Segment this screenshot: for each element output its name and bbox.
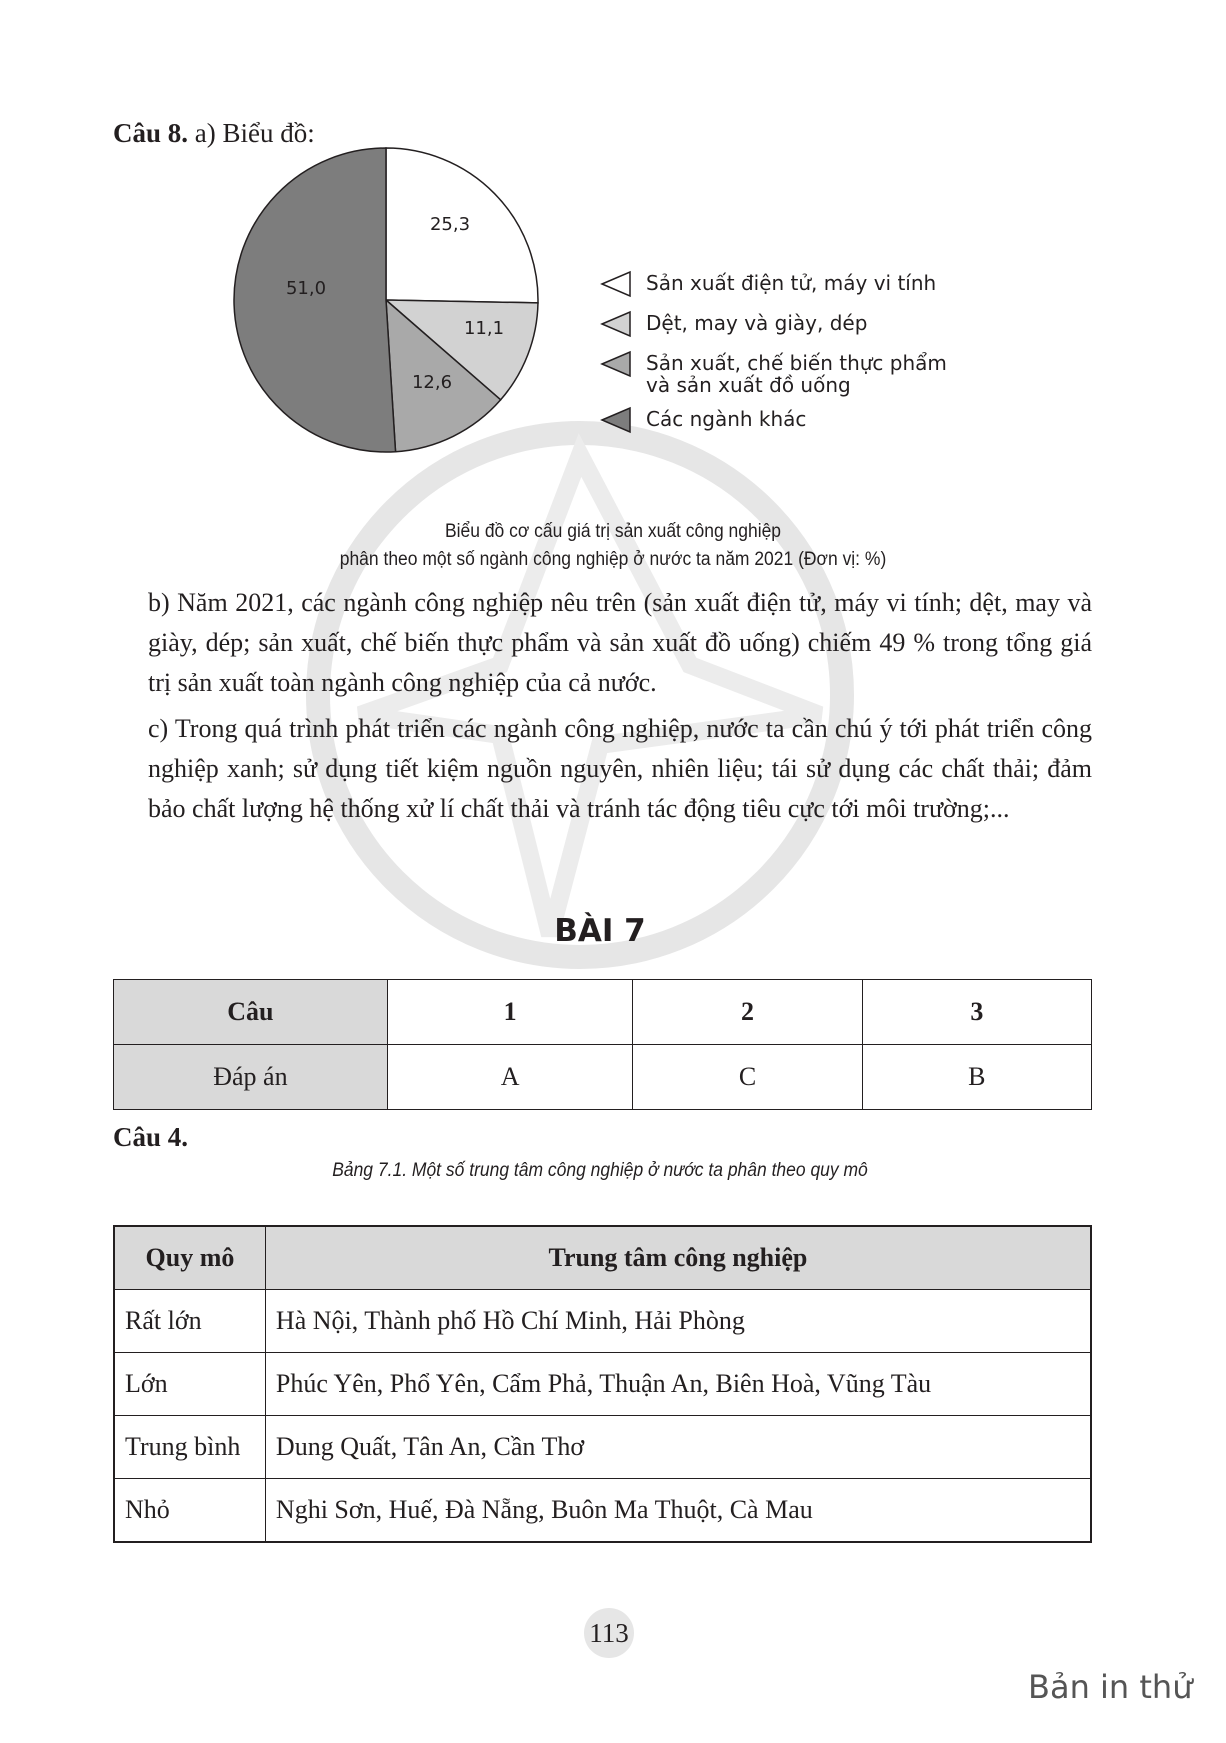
question-4-label: Câu 4. [113, 1122, 189, 1152]
answer-cell: C [633, 1045, 862, 1110]
question-number: 3 [862, 980, 1091, 1045]
legend-swatch-dark-grey [600, 406, 634, 434]
legend-label-food-line1: Sản xuất, chế biến thực phẩm [646, 351, 947, 375]
row-header-question: Câu [114, 980, 388, 1045]
answer-table [113, 979, 1092, 1110]
legend-item-others [600, 408, 947, 430]
question-number: 2 [633, 980, 862, 1045]
centers-cell: Dung Quất, Tân An, Cần Thơ [265, 1416, 1091, 1479]
table-row [114, 1045, 1092, 1110]
draft-label: Bản in thử [1028, 1668, 1193, 1706]
legend-item-electronics [600, 272, 947, 294]
legend-swatch-shape [602, 408, 630, 432]
table-caption: Bảng 7.1. Một số trung tâm công nghiệp ở nước ta phân theo quy mô [332, 1160, 868, 1181]
question-8-part-c: c) Trong quá trình phát triển các ngành công nghiệp, nước ta cần chú ý tới phát triển công nghiệp xanh; sử dụng tiết kiệm nguồn nguyên, nhiên liệu; tái sử dụng các chất thải; đảm bảo chất lượng hệ thống xử lí chất thải và tránh tác động tiêu cực tới môi trường;... [148, 714, 1092, 823]
industrial-centers-table [113, 1225, 1092, 1543]
table-row [114, 1290, 1091, 1353]
question-number: 1 [387, 980, 633, 1045]
legend-swatch-light-grey [600, 310, 634, 338]
pie-slice-label: 25,3 [429, 214, 471, 235]
chart-title-line1: Biểu đồ cơ cấu giá trị sản xuất công nghiệp [444, 521, 782, 542]
pie-chart [250, 160, 650, 490]
centers-cell: Phúc Yên, Phổ Yên, Cẩm Phả, Thuận An, Biên Hoà, Vũng Tàu [265, 1353, 1091, 1416]
legend-item-food [600, 352, 947, 396]
question-8-part-b: b) Năm 2021, các ngành công nghiệp nêu trên (sản xuất điện tử, máy vi tính; dệt, may và giày, dép; sản xuất, chế biến thực phẩm và sản xuất đồ uống) chiếm 49 % trong tổng giá trị sản xuất toàn ngành công nghiệp của cả nước. [148, 588, 1092, 697]
legend-item-textile [600, 312, 947, 334]
scale-cell: Nhỏ [114, 1479, 265, 1543]
pie-slice-label: 11,1 [463, 318, 505, 339]
legend-swatch-shape [602, 352, 630, 376]
question-8-heading [113, 118, 315, 149]
answer-cell: A [387, 1045, 633, 1110]
row-header-answer: Đáp án [114, 1045, 388, 1110]
legend-swatch-shape [602, 272, 630, 296]
legend-label-textile: Dệt, may và giày, dép [646, 311, 868, 335]
scale-cell: Trung bình [114, 1416, 265, 1479]
section-title: BÀI 7 [554, 913, 646, 949]
legend-swatch-shape [602, 312, 630, 336]
table-row [114, 1353, 1091, 1416]
legend-label-food-line2: và sản xuất đồ uống [646, 373, 851, 397]
scale-cell: Rất lớn [114, 1290, 265, 1353]
pie-slice-label: 51,0 [285, 278, 327, 299]
scale-cell: Lớn [114, 1353, 265, 1416]
centers-cell: Nghi Sơn, Huế, Đà Nẵng, Buôn Ma Thuột, Cà Mau [265, 1479, 1091, 1543]
answer-cell: B [862, 1045, 1091, 1110]
question-8-part-a: a) Biểu đồ: [194, 118, 315, 148]
table-row [114, 980, 1092, 1045]
chart-caption [49, 518, 1177, 574]
legend-label-others: Các ngành khác [646, 407, 807, 431]
table-row [114, 1479, 1091, 1543]
table-row [114, 1416, 1091, 1479]
legend-label-electronics: Sản xuất điện tử, máy vi tính [646, 271, 937, 295]
table-header-row [114, 1226, 1091, 1290]
chart-legend [600, 272, 947, 430]
question-8-label: Câu 8. [113, 118, 189, 148]
pie-slice-label: 12,6 [411, 372, 453, 393]
column-header-centers: Trung tâm công nghiệp [265, 1226, 1091, 1290]
column-header-scale: Quy mô [114, 1226, 265, 1290]
pie-slice [234, 148, 396, 452]
legend-swatch-white [600, 270, 634, 298]
page-number: 113 [584, 1608, 634, 1658]
centers-cell: Hà Nội, Thành phố Hồ Chí Minh, Hải Phòng [265, 1290, 1091, 1353]
legend-swatch-mid-grey [600, 350, 634, 378]
chart-title-line2: phân theo một số ngành công nghiệp ở nước ta năm 2021 (Đơn vị: %) [339, 549, 887, 570]
